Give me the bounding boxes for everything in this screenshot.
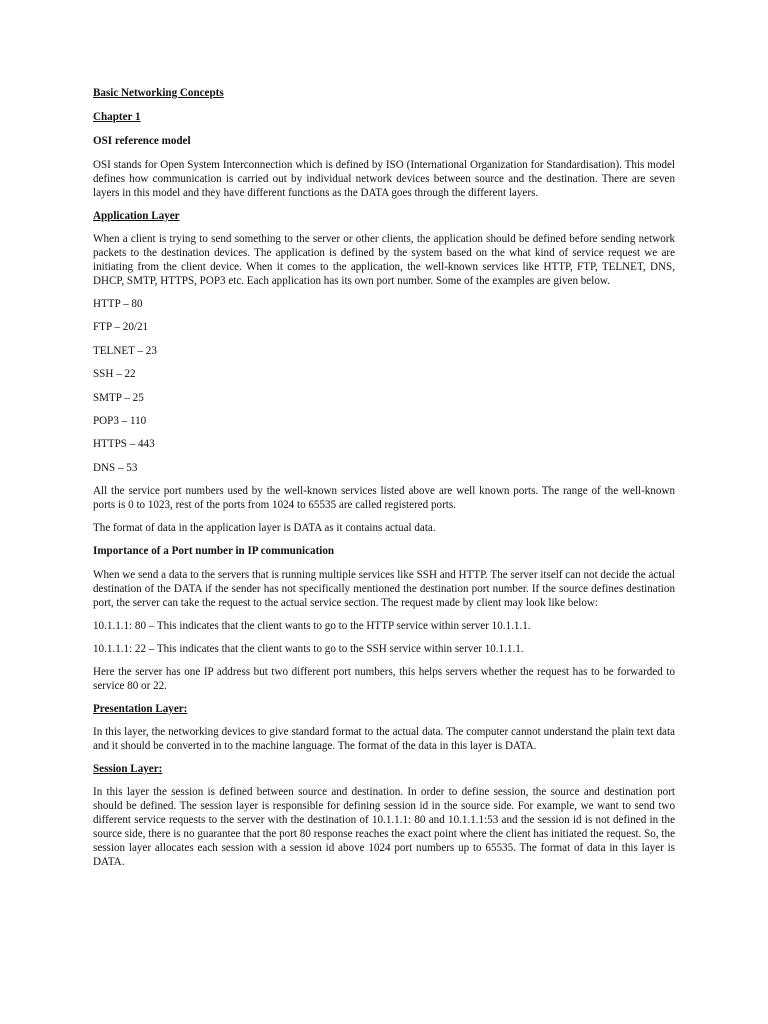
port-item-telnet: TELNET – 23: [93, 344, 157, 357]
port-importance-heading: Importance of a Port number in IP communication: [93, 545, 335, 558]
osi-paragraph: OSI stands for Open System Interconnection which is defined by ISO (International Organization for Standardisation). This model defines how communication is carried out by individual network devices between source and the destination. There are seven layers in this model and they have different functions as the DATA goes through the different layers.: [93, 159, 675, 199]
presentation-paragraph: In this layer, the networking devices to give standard format to the actual data. The computer cannot understand the plain text data and it should be converted in to the machine language. The format of the data in this layer is DATA.: [93, 726, 675, 753]
document-title: Basic Networking Concepts: [93, 87, 224, 99]
presentation-layer-heading: Presentation Layer:: [93, 703, 188, 716]
session-layer-heading: Session Layer:: [93, 763, 163, 776]
example-ssh-line: 10.1.1.1: 22 – This indicates that the client wants to go to the SSH service within server 10.1.1.1.: [93, 643, 524, 656]
port-item-pop3: POP3 – 110: [93, 414, 147, 427]
port-item-dns: DNS – 53: [93, 461, 138, 474]
port-list: [93, 297, 675, 475]
port-item-http: HTTP – 80: [93, 298, 143, 310]
port-item-https: HTTPS – 443: [93, 438, 155, 451]
server-paragraph: Here the server has one IP address but two different port numbers, this helps servers whether the request has to be forwarded to service 80 or 22.: [93, 666, 675, 693]
port-item-smtp: SMTP – 25: [93, 391, 144, 404]
port-item-ssh: SSH – 22: [93, 368, 136, 381]
example-http-line: 10.1.1.1: 80 – This indicates that the client wants to go to the HTTP service within server 10.1.1.1.: [93, 620, 531, 633]
port-item-ftp: FTP – 20/21: [93, 321, 149, 334]
port-importance-paragraph: When we send a data to the servers that is running multiple services like SSH and HTTP. The server itself can not decide the actual destination of the DATA if the sender has not specifically mentioned the destination port number. If the source defines destination port, the server can take the request to the actual service section. The request made by client may look like below:: [93, 569, 675, 610]
session-paragraph: In this layer the session is defined between source and destination. In order to define session, the source and destination port should be defined. The session layer is responsible for defining session id in the source side. For example, we want to send two different service requests to the server with the destination of 10.1.1.1: 80 and 10.1.1.1:53 and the session id is not defined in the source side, there is no guarantee that the port 80 response reaches the exact point where the client has initiated the request. So, the session layer allocates each session with a session id above 1024 port numbers up to 65535. The format of data in this layer is DATA.: [93, 786, 675, 869]
application-layer-heading: Application Layer: [93, 210, 180, 222]
application-paragraph: When a client is trying to send something to the server or other clients, the application should be defined before sending network packets to the destination devices. The application is defined by the system based on the what kind of service request we are initiating from the client device. When it comes to the application, the well-known services like HTTP, FTP, TELNET, DNS, DHCP, SMTP, HTTPS, POP3 etc. Each application has its own port number. Some of the examples are given below.: [93, 233, 675, 287]
data-format-paragraph: The format of data in the application layer is DATA as it contains actual data.: [93, 522, 436, 535]
chapter-heading: Chapter 1: [93, 111, 141, 123]
well-known-ports-paragraph: All the service port numbers used by the well-known services listed above are well known ports. The range of the well-known ports is 0 to 1023, rest of the ports from 1024 to 65535 are called registered ports.: [93, 485, 675, 512]
osi-heading: OSI reference model: [93, 135, 191, 147]
